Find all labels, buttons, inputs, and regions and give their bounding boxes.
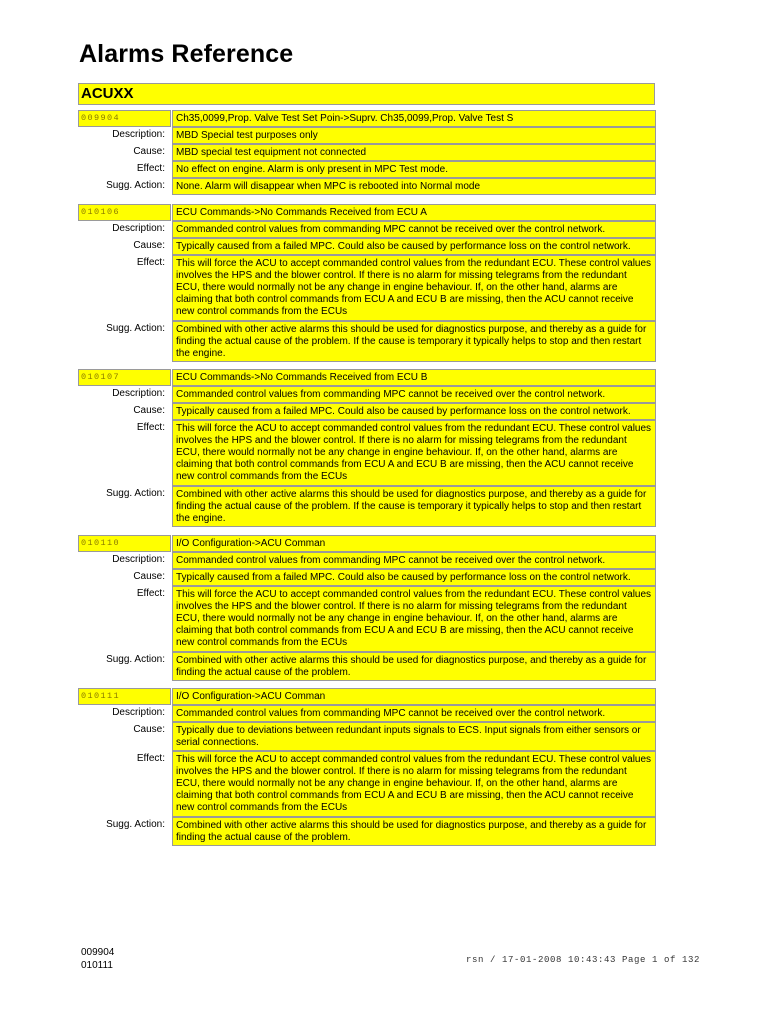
cause-label: Cause: [133,240,165,251]
alarm-code: 010106 [78,204,171,221]
description-value: Commanded control values from commanding MPC cannot be received over the control network. [172,705,656,722]
description-value: Commanded control values from commanding MPC cannot be received over the control network. [172,552,656,569]
description-row [0,127,768,144]
alarm-title: ECU Commands->No Commands Received from ECU A [172,204,656,221]
effect-row [0,751,768,817]
sugg-action-label: Sugg. Action: [106,323,165,334]
description-label: Description: [112,554,165,565]
alarm-code: 009904 [78,110,171,127]
alarm-entry [0,110,768,195]
sugg-action-row [0,817,768,846]
page-title: Alarms Reference [79,40,294,68]
cause-value: Typically due to deviations between redundant inputs signals to ECS. Input signals from either sensors or serial connections. [172,722,656,751]
description-value: MBD Special test purposes only [172,127,656,144]
sugg-action-label: Sugg. Action: [106,488,165,499]
alarm-code: 010110 [78,535,171,552]
effect-value: No effect on engine. Alarm is only present in MPC Test mode. [172,161,656,178]
description-row [0,552,768,569]
cause-row [0,569,768,586]
alarm-entry [0,688,768,846]
sugg-action-value: None. Alarm will disappear when MPC is rebooted into Normal mode [172,178,656,195]
alarm-code: 010111 [78,688,171,705]
footer-code-range [81,946,114,972]
cause-row [0,144,768,161]
alarm-entry [0,369,768,527]
cause-label: Cause: [133,724,165,735]
cause-value: Typically caused from a failed MPC. Could also be caused by performance loss on the control network. [172,569,656,586]
cause-value: Typically caused from a failed MPC. Could also be caused by performance loss on the control network. [172,238,656,255]
sugg-action-row [0,321,768,362]
effect-label: Effect: [136,257,165,268]
alarm-code: 010107 [78,369,171,386]
effect-row [0,161,768,178]
sugg-action-label: Sugg. Action: [106,180,165,191]
cause-label: Cause: [133,146,165,157]
effect-label: Effect: [136,753,165,764]
effect-row [0,420,768,486]
sugg-action-label: Sugg. Action: [106,819,165,830]
effect-row [0,586,768,652]
description-row [0,705,768,722]
description-row [0,386,768,403]
cause-row [0,238,768,255]
cause-row [0,403,768,420]
sugg-action-value: Combined with other active alarms this should be used for diagnostics purpose, and thereby as a guide for finding the actual cause of the problem. [172,652,656,681]
alarm-header-row [0,535,768,552]
cause-label: Cause: [133,571,165,582]
effect-label: Effect: [136,588,165,599]
sugg-action-value: Combined with other active alarms this should be used for diagnostics purpose, and thereby as a guide for finding the actual cause of the problem. [172,817,656,846]
cause-value: Typically caused from a failed MPC. Could also be caused by performance loss on the control network. [172,403,656,420]
effect-value: This will force the ACU to accept commanded control values from the redundant ECU. These control values involves the HPS and the blower control. If there is no alarm for missing telegrams from the redundant ECU, there would normally not be any change in engine behaviour. If, on the other hand, alarms are claiming that both control commands from ECU A and ECU B are missing, then the ACU cannot receive new control commands from the ECUs [172,420,656,486]
section-header: ACUXX [78,83,655,105]
alarm-header-row [0,688,768,705]
footer-first-code: 009904 [81,947,115,958]
description-row [0,221,768,238]
footer-page-info: rsn / 17-01-2008 10:43:43 Page 1 of 132 [466,955,701,965]
description-label: Description: [112,223,165,234]
description-value: Commanded control values from commanding MPC cannot be received over the control network. [172,386,656,403]
sugg-action-row [0,178,768,195]
effect-label: Effect: [136,422,165,433]
effect-label: Effect: [136,163,165,174]
alarm-title: ECU Commands->No Commands Received from ECU B [172,369,656,386]
sugg-action-row [0,486,768,527]
sugg-action-label: Sugg. Action: [106,654,165,665]
alarm-title: I/O Configuration->ACU Comman [172,535,656,552]
description-label: Description: [112,388,165,399]
cause-row [0,722,768,751]
alarm-title: I/O Configuration->ACU Comman [172,688,656,705]
sugg-action-value: Combined with other active alarms this should be used for diagnostics purpose, and thereby as a guide for finding the actual cause of the problem. If the cause is temporary it typically helps to stop and then restart the engine. [172,321,656,362]
alarm-header-row [0,204,768,221]
alarm-entry [0,204,768,362]
alarm-header-row [0,369,768,386]
sugg-action-row [0,652,768,681]
description-label: Description: [112,129,165,140]
alarm-entry [0,535,768,681]
cause-value: MBD special test equipment not connected [172,144,656,161]
alarm-title: Ch35,0099,Prop. Valve Test Set Poin->Suprv. Ch35,0099,Prop. Valve Test S [172,110,656,127]
effect-value: This will force the ACU to accept commanded control values from the redundant ECU. These control values involves the HPS and the blower control. If there is no alarm for missing telegrams from the redundant ECU, there would normally not be any change in engine behaviour. If, on the other hand, alarms are claiming that both control commands from ECU A and ECU B are missing, then the ACU cannot receive new control commands from the ECUs [172,751,656,817]
cause-label: Cause: [133,405,165,416]
description-label: Description: [112,707,165,718]
effect-row [0,255,768,321]
effect-value: This will force the ACU to accept commanded control values from the redundant ECU. These control values involves the HPS and the blower control. If there is no alarm for missing telegrams from the redundant ECU, there would normally not be any change in engine behaviour. If, on the other hand, alarms are claiming that both control commands from ECU A and ECU B are missing, then the ACU cannot receive new control commands from the ECUs [172,255,656,321]
sugg-action-value: Combined with other active alarms this should be used for diagnostics purpose, and thereby as a guide for finding the actual cause of the problem. If the cause is temporary it typically helps to stop and then restart the engine. [172,486,656,527]
description-value: Commanded control values from commanding MPC cannot be received over the control network. [172,221,656,238]
alarm-header-row [0,110,768,127]
footer-last-code: 010111 [81,960,113,971]
effect-value: This will force the ACU to accept commanded control values from the redundant ECU. These control values involves the HPS and the blower control. If there is no alarm for missing telegrams from the redundant ECU, there would normally not be any change in engine behaviour. If, on the other hand, alarms are claiming that both control commands from ECU A and ECU B are missing, then the ACU cannot receive new control commands from the ECUs [172,586,656,652]
